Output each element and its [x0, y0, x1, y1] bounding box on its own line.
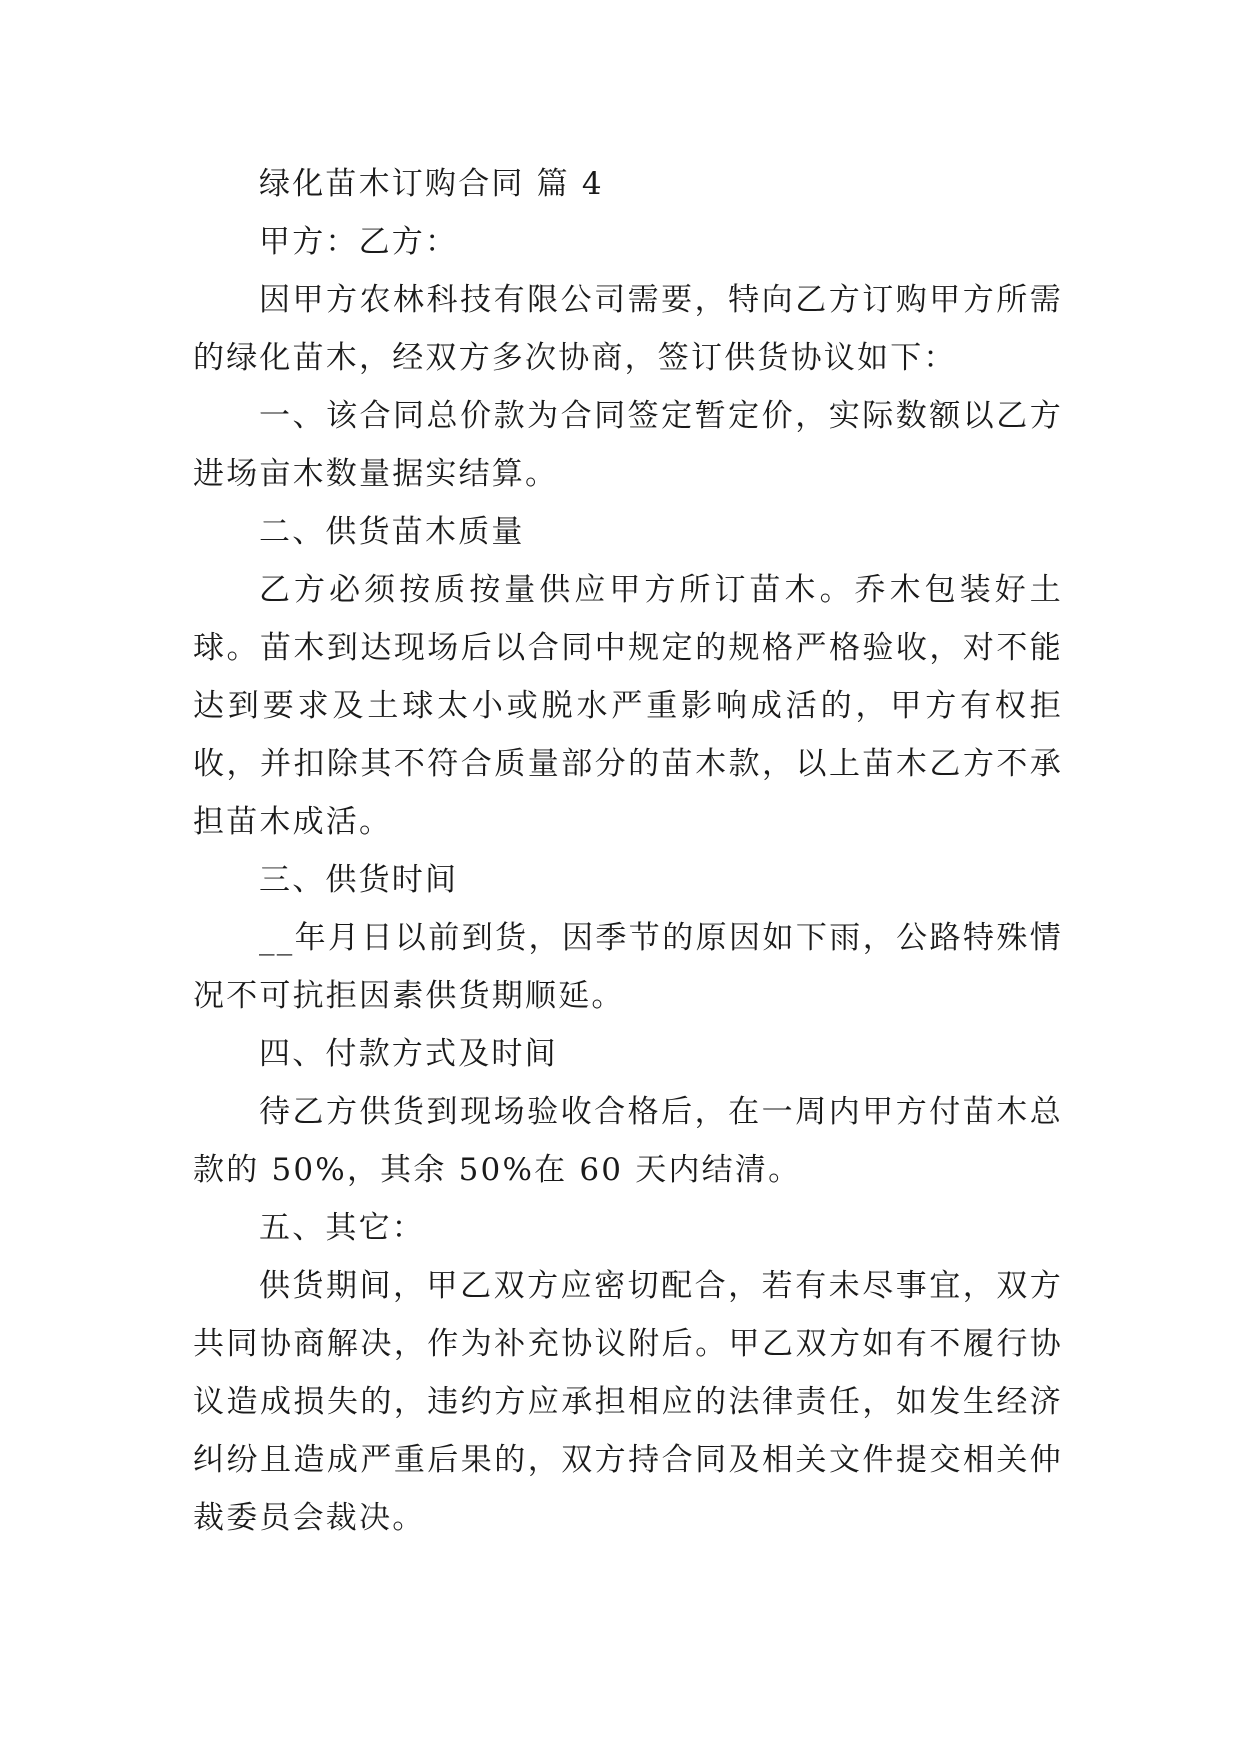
document-title: 绿化苗木订购合同 篇 4	[259, 166, 604, 202]
parties-line: 甲方：乙方：	[259, 224, 459, 260]
clause-3-paragraph: __年月日以前到货，因季节的原因如下雨，公路特殊情况不可抗拒因素供货期顺延。	[193, 920, 1063, 1014]
clause-5-heading: 五、其它：	[259, 1210, 425, 1246]
clause-4-paragraph: 待乙方供货到现场验收合格后，在一周内甲方付苗木总款的 50%，其余 50%在 60 天内结清。	[193, 1094, 1063, 1188]
preamble-paragraph: 因甲方农林科技有限公司需要，特向乙方订购甲方所需的绿化苗木，经双方多次协商，签订供货协议如下：	[193, 282, 1063, 376]
clause-4-heading: 四、付款方式及时间	[259, 1036, 558, 1072]
clause-1-paragraph: 一、该合同总价款为合同签定暂定价，实际数额以乙方进场亩木数量据实结算。	[193, 398, 1063, 492]
clause-3-heading: 三、供货时间	[259, 862, 459, 898]
document-body	[193, 155, 1063, 1547]
clause-5-paragraph: 供货期间，甲乙双方应密切配合，若有未尽事宜，双方共同协商解决，作为补充协议附后。甲乙双方如有不履行协议造成损失的，违约方应承担相应的法律责任，如发生经济纠纷且造成严重后果的，双方持合同及相关文件提交相关仲裁委员会裁决。	[193, 1268, 1063, 1536]
clause-2-heading: 二、供货苗木质量	[259, 514, 525, 550]
clause-2-paragraph: 乙方必须按质按量供应甲方所订苗木。乔木包装好土球。苗木到达现场后以合同中规定的规格严格验收，对不能达到要求及土球太小或脱水严重影响成活的，甲方有权拒收，并扣除其不符合质量部分的苗木款，以上苗木乙方不承担苗木成活。	[193, 572, 1063, 840]
